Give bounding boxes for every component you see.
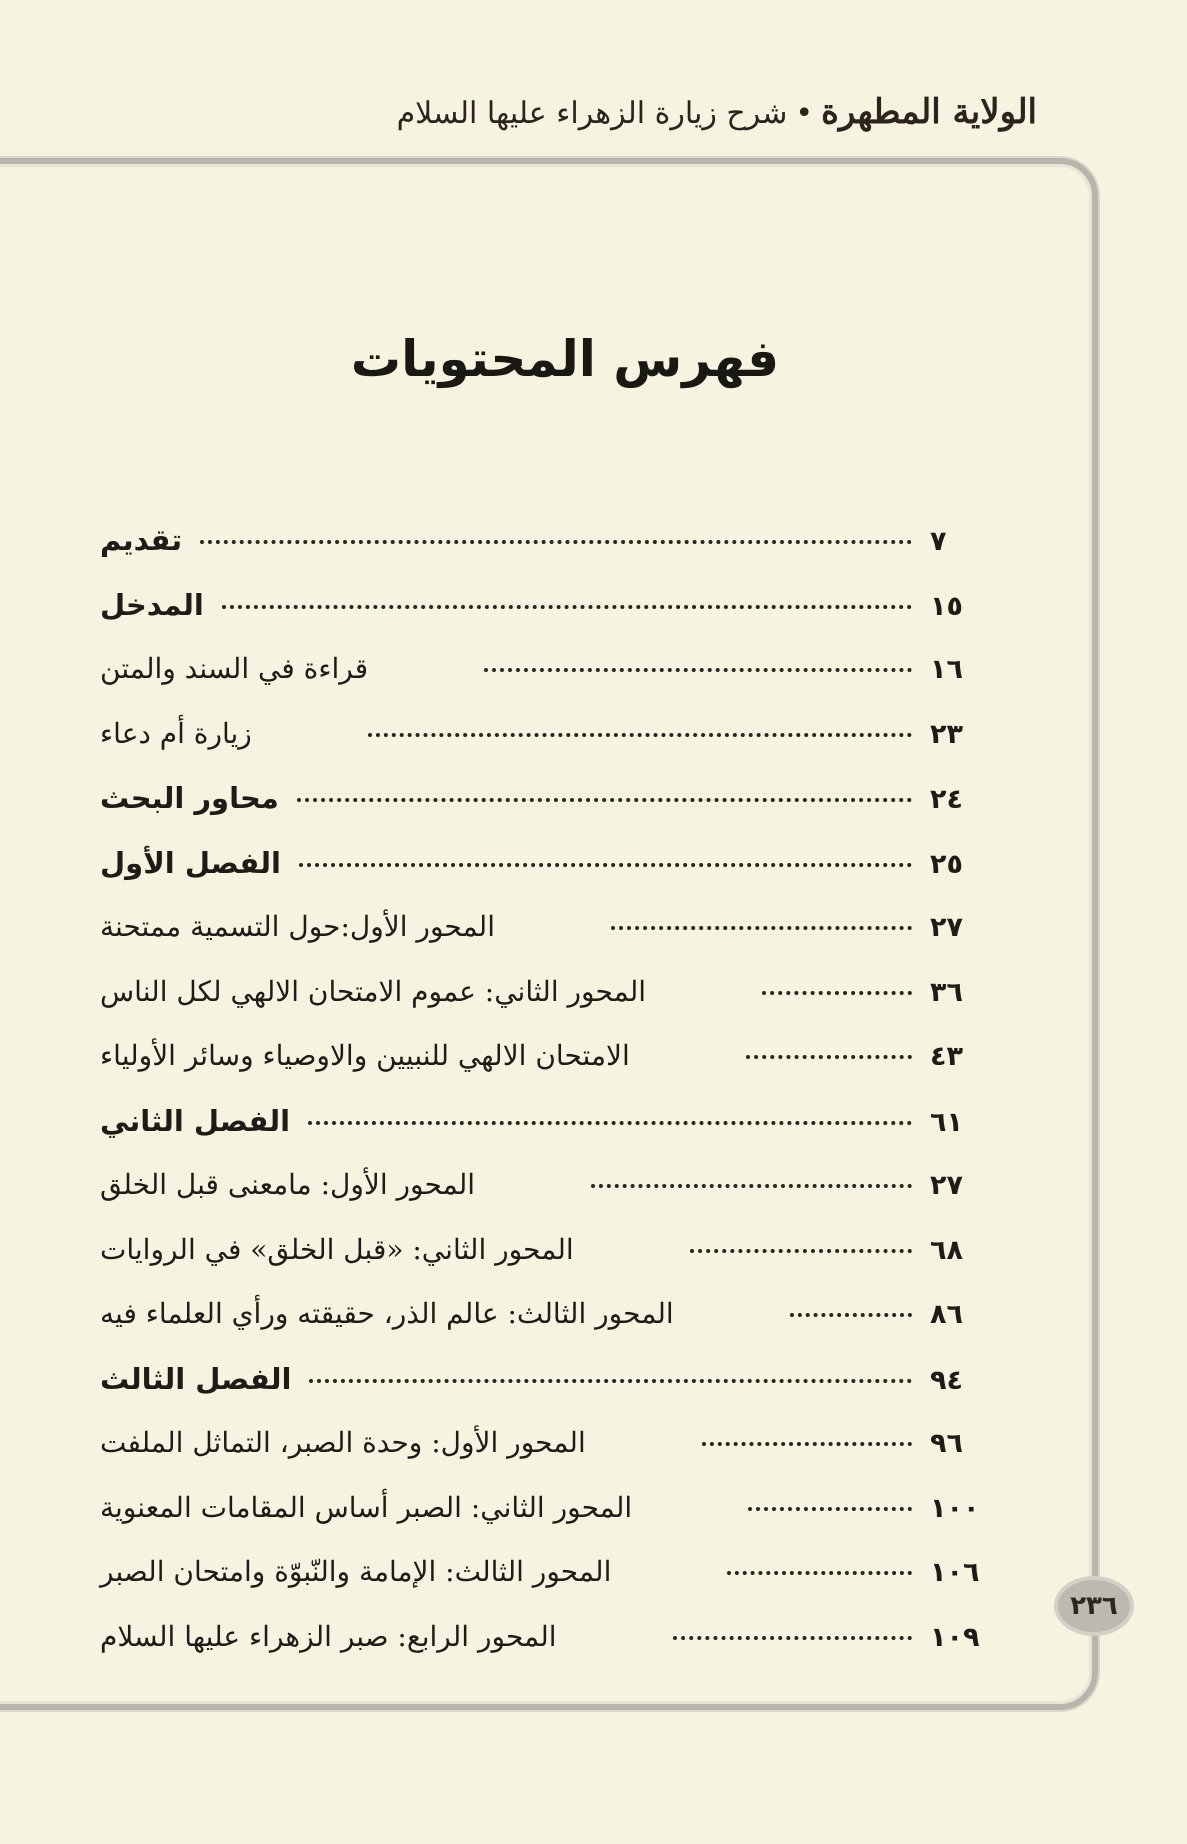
toc-entry-title: محاور البحث [100,781,279,815]
toc-entry[interactable] [100,1153,980,1218]
page-title: فهرس المحتويات [350,330,780,388]
toc-entry-title: المحور الثاني: عموم الامتحان الالهي لكل الناس [100,974,647,1008]
book-title: الولاية المطهرة [821,92,1037,132]
toc-entry[interactable] [100,702,980,767]
toc-entry-page-number: ٢٧ [930,1170,963,1201]
dot-leader [591,1184,912,1188]
toc-entry-page-number: ٢٤ [930,784,963,815]
dot-leader [484,668,912,672]
toc-entry-page-number: ١٥ [930,590,963,622]
toc-entry-title: المحور الثاني: «قبل الخلق» في الروايات [100,1232,574,1266]
dot-leader [790,1313,912,1317]
header-separator: • [795,96,814,131]
toc-entry[interactable] [100,1605,980,1670]
dot-leader [762,991,912,995]
toc-entry-title: المحور الثاني: الصبر أساس المقامات المعنوية [100,1490,633,1524]
dot-leader [309,1379,912,1383]
toc-entry[interactable] [100,1476,980,1541]
dot-leader [702,1442,912,1446]
toc-entry-title: المحور الأول: مامعنى قبل الخلق [100,1168,476,1201]
running-header [397,92,1037,132]
toc-entry-title: زيارة أم دعاء [100,716,252,750]
dot-leader [308,1121,912,1125]
toc-entry-title: الفصل الثالث [100,1361,292,1396]
toc-entry-title: المدخل [100,587,204,622]
toc-entry[interactable] [100,1218,980,1283]
table-of-contents [100,508,980,1669]
toc-entry[interactable] [100,1411,980,1476]
dot-leader [611,926,912,930]
toc-entry[interactable] [100,895,980,960]
toc-entry-title: الامتحان الالهي للنبيين والاوصياء وسائر الأولياء [100,1039,630,1072]
dot-leader [299,863,912,867]
dot-leader [673,1636,912,1640]
toc-entry-title: قراءة في السند والمتن [100,652,369,685]
toc-entry[interactable] [100,1347,980,1412]
toc-entry[interactable] [100,1089,980,1154]
toc-entry-title: المحور الرابع: صبر الزهراء عليها السلام [100,1619,557,1653]
toc-entry-page-number: ٩٦ [930,1428,963,1459]
book-subtitle: شرح زيارة الزهراء عليها السلام [396,96,788,131]
toc-entry[interactable] [100,766,980,831]
toc-entry-page-number: ٣٦ [930,976,963,1008]
dot-leader [690,1249,912,1253]
toc-entry-page-number: ٢٣ [930,718,963,750]
dot-leader [727,1571,912,1575]
toc-entry-title: المحور الثالث: عالم الذر، حقيقته ورأي العلماء فيه [100,1297,674,1330]
dot-leader [222,605,912,609]
page-number-badge: ٢٣٦ [1058,1580,1130,1632]
toc-entry-page-number: ٨٦ [930,1299,963,1330]
dot-leader [297,798,912,802]
toc-entry-page-number: ٦٨ [930,1234,963,1266]
toc-entry-title: المحور الأول: وحدة الصبر، التماثل الملفت [100,1426,586,1459]
dot-leader [748,1507,912,1511]
toc-entry-page-number: ١٠٦ [930,1557,980,1588]
toc-entry[interactable] [100,1282,980,1347]
toc-entry-page-number: ٧ [930,526,947,557]
toc-entry-page-number: ١٠٠ [930,1492,980,1524]
toc-entry[interactable] [100,960,980,1025]
toc-entry[interactable] [100,637,980,702]
dot-leader [200,540,912,544]
toc-entry-page-number: ٢٧ [930,912,963,943]
toc-entry-title: تقديم [100,523,183,557]
dot-leader [746,1055,912,1059]
toc-entry-page-number: ٩٤ [930,1364,963,1396]
toc-entry-page-number: ٤٣ [930,1041,963,1072]
toc-entry-title: الفصل الأول [100,845,281,880]
toc-entry[interactable] [100,831,980,896]
toc-entry-title: المحور الثالث: الإمامة والنّبوّة وامتحان الصبر [100,1555,612,1588]
toc-entry[interactable] [100,1024,980,1089]
toc-entry[interactable] [100,573,980,638]
toc-entry-title: الفصل الثاني [100,1103,291,1138]
toc-entry-page-number: ١٦ [930,654,963,685]
toc-entry[interactable] [100,508,980,573]
toc-entry-page-number: ١٠٩ [930,1621,980,1653]
toc-entry-page-number: ٦١ [930,1106,963,1138]
toc-entry-title: المحور الأول:حول التسمية ممتحنة [100,910,495,943]
dot-leader [368,733,912,737]
toc-entry-page-number: ٢٥ [930,848,963,880]
toc-entry[interactable] [100,1540,980,1605]
